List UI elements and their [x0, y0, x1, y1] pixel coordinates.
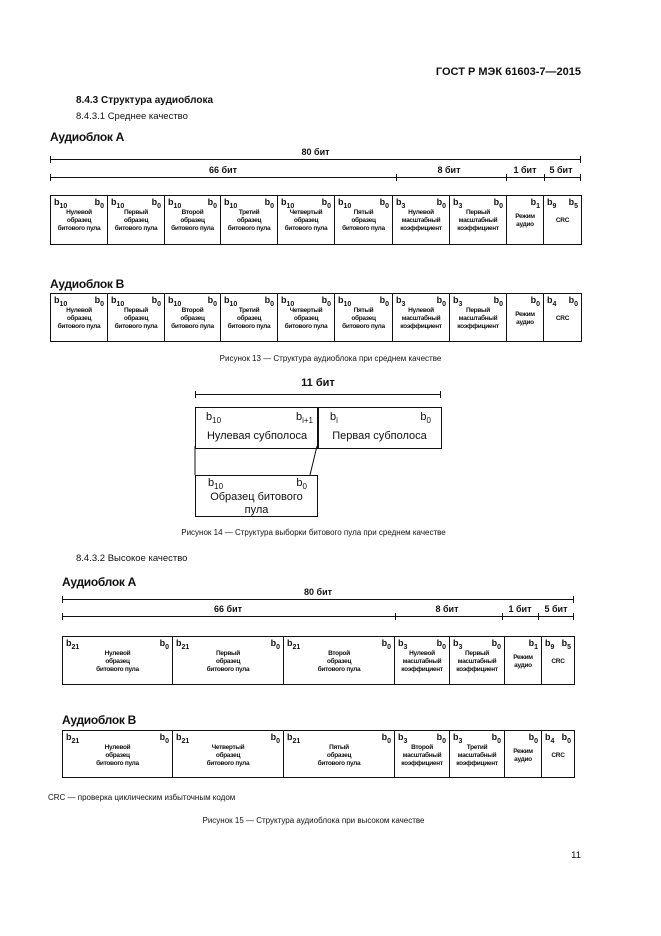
- bit-field-label: Нулевой образец битового пула: [96, 650, 139, 673]
- crc-note: CRC — проверка циклическим избыточным кодом: [48, 793, 236, 802]
- bit-field-msb: $b_{10}$: [111, 197, 125, 210]
- bit-field-lsb: $b_0$: [379, 197, 389, 210]
- bit-field-lsb: $b_0$: [321, 197, 331, 210]
- figure-14-caption: Рисунок 14 — Структура выборки битового пула при среднем качестве: [181, 528, 446, 537]
- bit-field-msb: $b_{10}$: [54, 295, 68, 308]
- bit-field-msb: $b_{21}$: [176, 732, 190, 745]
- document-header: ГОСТ Р МЭК 61603-7—2015: [435, 66, 581, 78]
- bit-field-label: CRC: [551, 752, 565, 759]
- bit-field-lsb: $b_0$: [264, 295, 274, 308]
- bit-field-cell: [505, 731, 542, 778]
- bit-field-label: CRC: [551, 658, 565, 665]
- bit-field-lsb: $b_0$: [568, 295, 578, 308]
- bit-field-label: Первый образец битового пула: [114, 307, 158, 330]
- bit-field-lsb: $b_0$: [493, 295, 503, 308]
- bit-field-msb: $b_{10}$: [224, 197, 238, 210]
- bit-field-cell: [173, 637, 284, 685]
- bit-field-label: Третий образец битового пула: [227, 209, 271, 232]
- fig14-sample: $b_{10}$ $b_0$ Образец битового пула: [195, 475, 318, 517]
- bit-field-msb: $b_3$: [398, 732, 408, 745]
- bit-field-msb: $b_{10}$: [338, 295, 352, 308]
- bit-field-label: Четвертый образец битового пула: [206, 744, 250, 767]
- figure-15-caption: Рисунок 15 — Структура аудиоблока при высоком качестве: [202, 816, 425, 825]
- bit-field-cell: [542, 731, 575, 778]
- bit-field-lsb: $b_0$: [436, 732, 446, 745]
- bit-field-label: CRC: [555, 315, 570, 322]
- dim-label: 8 бит: [437, 165, 461, 175]
- bit-field-cell: [335, 294, 393, 342]
- high-block-a-title: Аудиоблок А: [62, 575, 136, 589]
- bit-field-cell: [284, 637, 395, 685]
- bit-field-lsb: $b_0$: [159, 732, 169, 745]
- bit-field-lsb: $b_0$: [530, 295, 540, 308]
- bit-field-label: Третий образец битового пула: [227, 307, 271, 330]
- fig14-subband-0: $b_{10}$ $b_{i+1}$ Нулевая субполоса: [195, 407, 319, 449]
- fig14-connector-lines: [190, 446, 325, 476]
- bit-field-label: Нулевой масштабный коэффициент: [401, 650, 443, 673]
- bit-field-lsb: $b_0$: [381, 638, 391, 651]
- bit-field-label: Нулевой образец битового пула: [96, 744, 139, 767]
- bit-field-lsb: $b_0$: [94, 295, 104, 308]
- bit-field-label: Второй образец битового пула: [317, 650, 361, 673]
- fig14-subband-0-label: Нулевая субполоса: [206, 430, 308, 442]
- bit-field-msb: $b_{10}$: [281, 197, 295, 210]
- bit-field-cell: [108, 196, 165, 245]
- bit-field-label: Пятый образец битового пула: [342, 307, 385, 330]
- bit-field-cell: [393, 294, 450, 342]
- bit-field-msb: $b_{21}$: [66, 638, 80, 651]
- bit-field-cell: [165, 294, 221, 342]
- bit-field-lsb: $b_0$: [436, 295, 446, 308]
- page-number: 11: [571, 850, 581, 861]
- bit-field-msb: $b_4$: [547, 295, 557, 308]
- bit-field-label: Нулевой образец битового пула: [57, 209, 101, 232]
- bit-field-msb: $b_3$: [398, 638, 408, 651]
- bit-field-cell: [507, 294, 544, 342]
- bit-field-msb: $b_3$: [453, 295, 463, 308]
- medium-dim-total: [50, 147, 581, 160]
- bit-field-msb: $b_{10}$: [111, 295, 125, 308]
- bit-field-label: Нулевой масштабный коэффициент: [400, 307, 442, 330]
- bit-field-label: CRC: [555, 217, 570, 224]
- bit-field-cell: [221, 294, 278, 342]
- bit-field-label: Первый образец битового пула: [114, 209, 158, 232]
- bit-field-lsb: $b_0$: [321, 295, 331, 308]
- dim-label: 5 бит: [549, 165, 573, 175]
- bit-field-label: Режим аудио: [515, 311, 535, 326]
- fig14-sample-label: Образец битового пула: [210, 491, 303, 516]
- high-dim-total: [62, 587, 574, 600]
- high-block-b-title: Аудиоблок В: [62, 713, 136, 727]
- bit-field-cell: [544, 294, 582, 342]
- bit-field-label: Третий масштабный коэффициент: [456, 744, 498, 767]
- bit-field-lsb: $b_0$: [491, 732, 501, 745]
- medium-block-b-table: [50, 293, 582, 342]
- bit-field-msb: $b_9$: [545, 638, 555, 651]
- bit-field-msb: $b_{10}$: [281, 295, 295, 308]
- bit-field-msb: $b_{10}$: [224, 295, 238, 308]
- bit-field-lsb: $b_0$: [436, 197, 446, 210]
- dim-label: 1 бит: [508, 604, 532, 614]
- bit-field-cell: [284, 731, 395, 778]
- bit-field-msb: $b_{21}$: [287, 732, 301, 745]
- fig14-total-label: 11 бит: [301, 377, 335, 389]
- bit-field-lsb: $b_0$: [270, 638, 280, 651]
- bit-field-msb: $b_{10}$: [168, 197, 182, 210]
- medium-dim-parts: [50, 165, 581, 178]
- bit-field-lsb: $b_0$: [381, 732, 391, 745]
- bit-field-cell: [450, 637, 505, 685]
- bit-field-lsb: $b_0$: [270, 732, 280, 745]
- bit-field-msb: $b_4$: [545, 732, 555, 745]
- bit-field-label: Первый масштабный коэффициент: [457, 209, 499, 232]
- section-heading-8-4-3-2: 8.4.3.2 Высокое качество: [76, 553, 188, 564]
- medium-block-a-title: Аудиоблок А: [50, 130, 124, 144]
- bit-field-lsb: $b_0$: [207, 197, 217, 210]
- high-block-b-table: [62, 730, 575, 778]
- medium-block-a-table: [50, 195, 582, 245]
- bit-field-label: Нулевой масштабный коэффициент: [400, 209, 442, 232]
- bit-field-cell: [165, 196, 221, 245]
- bit-field-lsb: $b_1$: [528, 638, 538, 651]
- bit-field-cell: [63, 731, 173, 778]
- bit-field-cell: [450, 731, 505, 778]
- bit-field-label: Пятый образец битового пула: [342, 209, 385, 232]
- bit-field-label: Четвертый образец битового пула: [284, 209, 328, 232]
- dim-label: 8 бит: [435, 604, 459, 614]
- bit-field-lsb: $b_0$: [159, 638, 169, 651]
- bit-field-cell: [278, 196, 335, 245]
- bit-field-cell: [505, 637, 542, 685]
- bit-field-cell: [395, 731, 450, 778]
- bit-field-cell: [393, 196, 450, 245]
- bit-field-lsb: $b_0$: [379, 295, 389, 308]
- bit-field-cell: [335, 196, 393, 245]
- bit-field-msb: $b_3$: [453, 638, 463, 651]
- bit-field-cell: [395, 637, 450, 685]
- bit-field-lsb: $b_0$: [94, 197, 104, 210]
- bit-field-msb: $b_{10}$: [168, 295, 182, 308]
- bit-field-cell: [450, 196, 507, 245]
- bit-field-msb: $b_3$: [453, 197, 463, 210]
- bit-field-lsb: $b_0$: [493, 197, 503, 210]
- bit-field-lsb: $b_0$: [436, 638, 446, 651]
- bit-field-label: Второй масштабный коэффициент: [401, 744, 443, 767]
- bit-field-cell: [108, 294, 165, 342]
- bit-field-msb: $b_{10}$: [54, 197, 68, 210]
- bit-field-label: Нулевой образец битового пула: [57, 307, 101, 330]
- bit-field-cell: [507, 196, 544, 245]
- bit-field-cell: [173, 731, 284, 778]
- bit-field-label: Первый масштабный коэффициент: [457, 307, 499, 330]
- bit-field-label: Четвертый образец битового пула: [284, 307, 328, 330]
- bit-field-msb: $b_{21}$: [66, 732, 80, 745]
- figure-13-caption: Рисунок 13 — Структура аудиоблока при среднем качестве: [219, 354, 442, 363]
- section-heading-8-4-3-1: 8.4.3.1 Среднее качество: [76, 111, 188, 122]
- bit-field-lsb: $b_0$: [561, 732, 571, 745]
- bit-field-label: Второй образец битового пула: [171, 209, 214, 232]
- bit-field-lsb: $b_5$: [561, 638, 571, 651]
- bit-field-cell: [51, 294, 108, 342]
- dim-label: 80 бит: [303, 587, 333, 597]
- bit-field-msb: $b_{21}$: [176, 638, 190, 651]
- bit-field-label: Второй образец битового пула: [171, 307, 214, 330]
- bit-field-lsb: $b_1$: [530, 197, 540, 210]
- dim-label: 1 бит: [513, 165, 537, 175]
- bit-field-cell: [63, 637, 173, 685]
- fig14-subband-1: $b_i$ $b_0$ Первая субполоса: [317, 407, 442, 449]
- bit-field-lsb: $b_0$: [491, 638, 501, 651]
- bit-field-label: Режим аудио: [513, 748, 533, 763]
- high-dim-parts: [62, 604, 574, 617]
- high-block-a-table: [62, 636, 575, 685]
- bit-field-cell: [51, 196, 108, 245]
- bit-field-label: Режим аудио: [515, 213, 535, 228]
- bit-field-msb: $b_{10}$: [338, 197, 352, 210]
- bit-field-label: Режим аудио: [513, 654, 533, 669]
- bit-field-msb: $b_3$: [396, 197, 406, 210]
- medium-block-b-title: Аудиоблок В: [50, 277, 124, 291]
- bit-field-lsb: $b_0$: [151, 295, 161, 308]
- bit-field-lsb: $b_0$: [264, 197, 274, 210]
- dim-label: 5 бит: [544, 604, 568, 614]
- bit-field-label: Пятый образец битового пула: [317, 744, 361, 767]
- bit-field-cell: [278, 294, 335, 342]
- dim-label: 66 бит: [208, 165, 238, 175]
- bit-field-msb: $b_3$: [396, 295, 406, 308]
- dim-label: 80 бит: [301, 147, 330, 157]
- bit-field-lsb: $b_0$: [151, 197, 161, 210]
- bit-field-msb: $b_9$: [547, 197, 557, 210]
- dim-label: 66 бит: [213, 604, 243, 614]
- bit-field-cell: [544, 196, 582, 245]
- section-heading-8-4-3: 8.4.3 Структура аудиоблока: [76, 95, 214, 106]
- bit-field-msb: $b_{21}$: [287, 638, 301, 651]
- bit-field-lsb: $b_0$: [207, 295, 217, 308]
- bit-field-label: Первый образец битового пула: [206, 650, 250, 673]
- bit-field-cell: [221, 196, 278, 245]
- bit-field-lsb: $b_5$: [568, 197, 578, 210]
- bit-field-label: Первый масштабный коэффициент: [456, 650, 498, 673]
- fig14-subband-1-label: Первая субполоса: [332, 430, 427, 442]
- bit-field-cell: [542, 637, 575, 685]
- bit-field-lsb: $b_0$: [528, 732, 538, 745]
- bit-field-msb: $b_3$: [453, 732, 463, 745]
- fig14-dim: [195, 394, 441, 395]
- bit-field-cell: [450, 294, 507, 342]
